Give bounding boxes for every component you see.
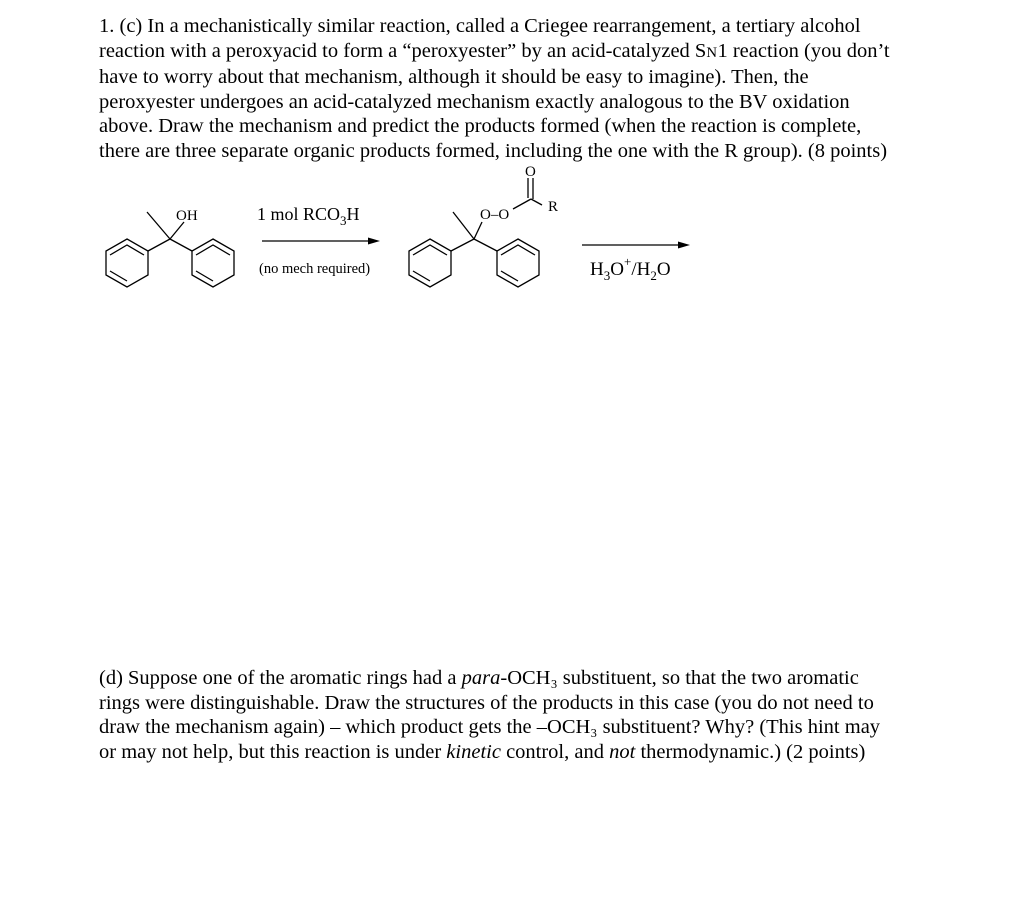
- carbonyl-oxygen-label: O: [525, 164, 536, 180]
- peroxyacid-reagent: 1 mol $RCO_3H$: [257, 204, 360, 228]
- question-1d-line-3: draw the mechanism again) – which product gets the –OCH₃ substituent? Why? (This hint may: [99, 716, 881, 739]
- question-1c-line-4: peroxyester undergoes an acid-catalyzed mechanism exactly analogous to the BV oxidation: [99, 90, 850, 113]
- question-1c-line-2-part-a: reaction with a peroxyacid to form a “peroxyester” by an acid-catalyzed S: [99, 39, 707, 62]
- question-1c-line-1: 1. (c) In a mechanistically similar reaction, called a Criegee rearrangement, a tertiary alcohol: [99, 15, 861, 37]
- question-1c-line-5: above. Draw the mechanism and predict the products formed (when the reaction is complete,: [99, 115, 862, 138]
- r-group-label: R: [548, 199, 559, 215]
- peroxy-oo-label: O–O: [480, 207, 510, 223]
- peroxyester-left-ring: [409, 239, 451, 287]
- question-1d-line-1: (d) Suppose one of the aromatic rings had a para-OCH₃ substituent, so that the two aromatic: [99, 667, 859, 689]
- peroxyester-structure: [409, 164, 558, 287]
- question-1d-line-4: or may not help, but this reaction is under kinetic control, and not thermodynamic.) (2 points): [99, 740, 866, 763]
- reaction-arrow-1: [257, 204, 380, 277]
- question-1d-line-2: rings were distinguishable. Draw the structures of the products in this case (you do not need to: [99, 691, 874, 714]
- question-1c-line-2-part-b: 1 reaction (you don’t: [717, 39, 890, 62]
- question-1d-text: [99, 666, 959, 764]
- peroxyester-right-ring: [497, 239, 539, 287]
- reactant-oh-label: OH: [176, 208, 198, 224]
- reaction-arrow-2: [582, 242, 690, 284]
- question-1c-line-6: there are three separate organic products formed, including the one with the R group). (8 points): [99, 139, 888, 162]
- reactant-left-ring: [106, 239, 148, 287]
- sn1-subscript-n: N: [706, 44, 718, 61]
- reactant-structure: [106, 208, 234, 287]
- question-1c-line-3: have to worry about that mechanism, although it should be easy to imagine). Then, the: [99, 66, 809, 89]
- reactant-right-ring: [192, 239, 234, 287]
- acid-conditions-label: $H_3O^+/H_2O$: [590, 254, 671, 283]
- no-mechanism-note: (no mech required): [259, 261, 371, 277]
